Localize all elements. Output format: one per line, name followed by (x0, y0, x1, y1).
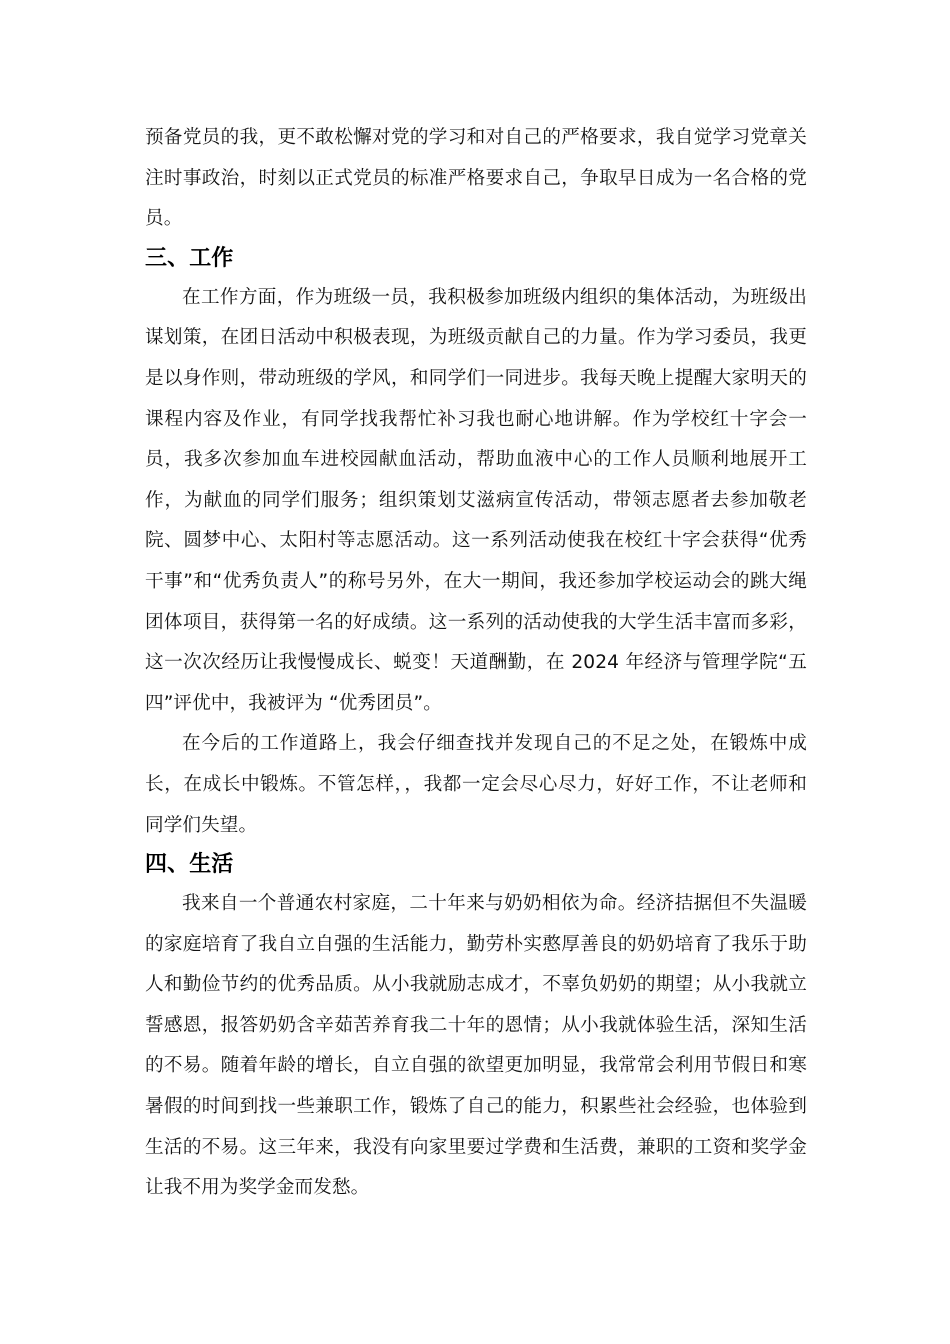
document-page (145, 118, 807, 1209)
section-heading-work: 三、工作 (145, 245, 234, 271)
section-heading-life: 四、生活 (145, 852, 234, 878)
paragraph-life-background: 我来自一个普通农村家庭，二十年来与奶奶相依为命。经济拮据但不失温暖的家庭培育了我自立自强的生活能力，勤劳朴实憨厚善良的奶奶培育了我乐于助人和勤俭节约的优秀品质。从小我就励志成才，不辜负奶奶的期望；从小我就立誓感恩，报答奶奶含辛茹苦养育我二十年的恩情；从小我就体验生活，深知生活的不易。随着年龄的增长，自立自强的欲望更加明显，我常常会利用节假日和寒暑假的时间到找一些兼职工作，锻炼了自己的能力，积累些社会经验，也体验到生活的不易。这三年来，我没有向家里要过学费和生活费，兼职的工资和奖学金让我不用为奖学金而发愁。 (145, 893, 807, 1199)
paragraph-party-membership: 预备党员的我，更不敢松懈对党的学习和对自己的严格要求，我自觉学习党章关注时事政治，时刻以正式党员的标准严格要求自己，争取早日成为一名合格的党员。 (145, 127, 807, 230)
paragraph-work-future: 在今后的工作道路上，我会仔细查找并发现自己的不足之处，在锻炼中成长，在成长中锻炼。不管怎样，，我都一定会尽心尽力，好好工作，不让老师和同学们失望。 (145, 733, 807, 836)
paragraph-work-activities: 在工作方面，作为班级一员，我积极参加班级内组织的集体活动，为班级出谋划策，在团日活动中积极表现，为班级贡献自己的力量。作为学习委员，我更是以身作则，带动班级的学风，和同学们一同进步。我每天晚上提醒大家明天的课程内容及作业，有同学找我帮忙补习我也耐心地讲解。作为学校红十字会一员，我多次参加血车进校园献血活动，帮助血液中心的工作人员顺利地展开工作，为献血的同学们服务；组织策划艾滋病宣传活动，带领志愿者去参加敬老院、圆梦中心、太阳村等志愿活动。这一系列活动使我在校红十字会获得“优秀干事”和“优秀负责人”的称号另外，在大一期间，我还参加学校运动会的跳大绳团体项目，获得第一名的好成绩。这一系列的活动使我的大学生活丰富而多彩，这一次次经历让我慢慢成长、蜕变！天道酬勤，在 2024 年经济与管理学院“五四”评优中，我被评为 “优秀团员”。 (145, 286, 807, 714)
